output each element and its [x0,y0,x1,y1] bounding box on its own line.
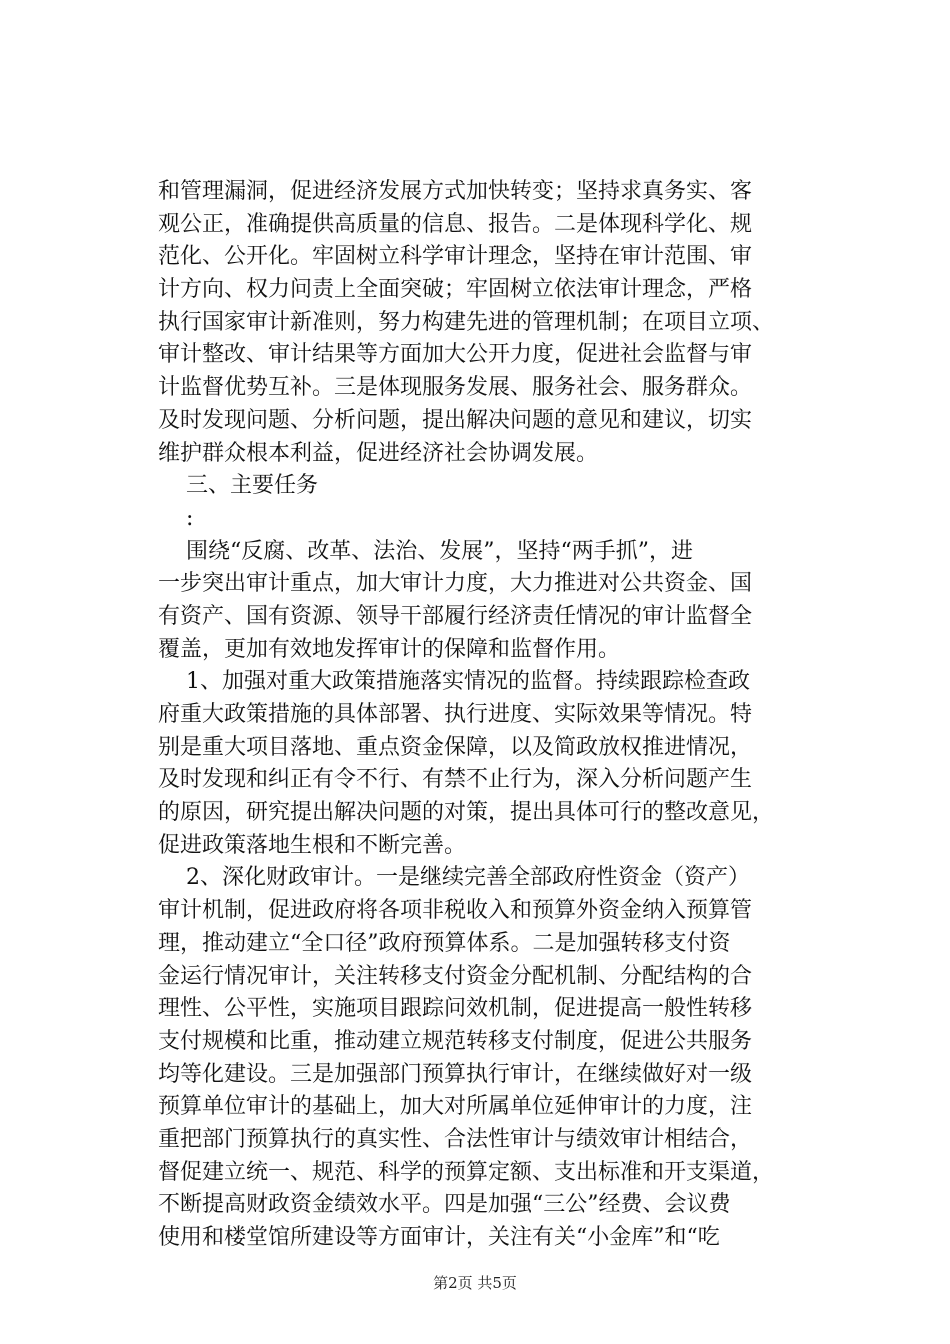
text-line: 的原因，研究提出解决问题的对策，提出具体可行的整改意见， [158,800,775,826]
text-line: 重把部门预算执行的真实性、合法性审计与绩效审计相结合， [158,1126,753,1152]
text-line: 审计整改、审计结果等方面加大公开力度，促进社会监督与审 [158,342,753,368]
text-line: 别是重大项目落地、重点资金保障，以及简政放权推进情况， [158,734,753,760]
text-line: 督促建立统一、规范、科学的预算定额、支出标准和开支渠道， [158,1159,775,1185]
text-line: 1、加强对重大政策措施落实情况的监督。持续跟踪检查政 [158,669,750,695]
text-line: 理性、公平性，实施项目跟踪问效机制，促进提高一般性转移 [158,996,753,1022]
text-line: 观公正，准确提供高质量的信息、报告。二是体现科学化、规 [158,211,753,237]
text-line: 执行国家审计新准则，努力构建先进的管理机制；在项目立项、 [158,309,775,335]
text-line: 计方向、权力问责上全面突破；牢固树立依法审计理念，严格 [158,277,753,303]
text-line: 计监督优势互补。三是体现服务发展、服务社会、服务群众。 [158,375,753,401]
text-line: 预算单位审计的基础上，加大对所属单位延伸审计的力度，注 [158,1094,753,1120]
text-line: 府重大政策措施的具体部署、执行进度、实际效果等情况。特 [158,702,753,727]
text-line: 支付规模和比重，推动建立规范转移支付制度，促进公共服务 [158,1028,753,1054]
text-line: 维护群众根本利益，促进经济社会协调发展。 [158,440,599,466]
text-line: : [158,505,194,531]
text-line: 范化、公开化。牢固树立科学审计理念，坚持在审计范围、审 [158,244,753,270]
text-line: 使用和楼堂馆所建设等方面审计，关注有关“小金库”和“吃 [158,1225,720,1250]
text-line: 有资产、国有资源、领导干部履行经济责任情况的审计监督全 [158,603,753,629]
text-line: 覆盖，更加有效地发挥审计的保障和监督作用。 [158,636,621,662]
text-line: 围绕“反腐、改革、法治、发展”，坚持“两手抓”，进 [158,538,693,564]
text-line: 金运行情况审计，关注转移支付资金分配机制、分配结构的合 [158,963,753,989]
text-line: 理，推动建立“全口径”政府预算体系。二是加强转移支付资 [158,930,731,956]
text-line: 均等化建设。三是加强部门预算执行审计，在继续做好对一级 [158,1061,753,1087]
text-line: 促进政策落地生根和不断完善。 [158,832,467,858]
text-line: 审计机制，促进政府将各项非税收入和预算外资金纳入预算管 [158,898,753,924]
text-line: 一步突出审计重点，加大审计力度，大力推进对公共资金、国 [158,571,753,597]
page-footer: 第2页 共5页 [433,1274,517,1292]
text-line: 三、主要任务 [158,473,318,499]
text-line: 不断提高财政资金绩效水平。四是加强“三公”经费、会议费 [158,1192,731,1218]
document-body [158,176,848,1255]
text-line: 及时发现和纠正有令不行、有禁不止行为，深入分析问题产生 [158,767,753,793]
text-line: 及时发现问题、分析问题，提出解决问题的意见和建议，切实 [158,407,753,433]
text-line: 2、深化财政审计。一是继续完善全部政府性资金（资产） [158,865,750,891]
text-line: 和管理漏洞，促进经济发展方式加快转变；坚持求真务实、客 [158,179,753,204]
